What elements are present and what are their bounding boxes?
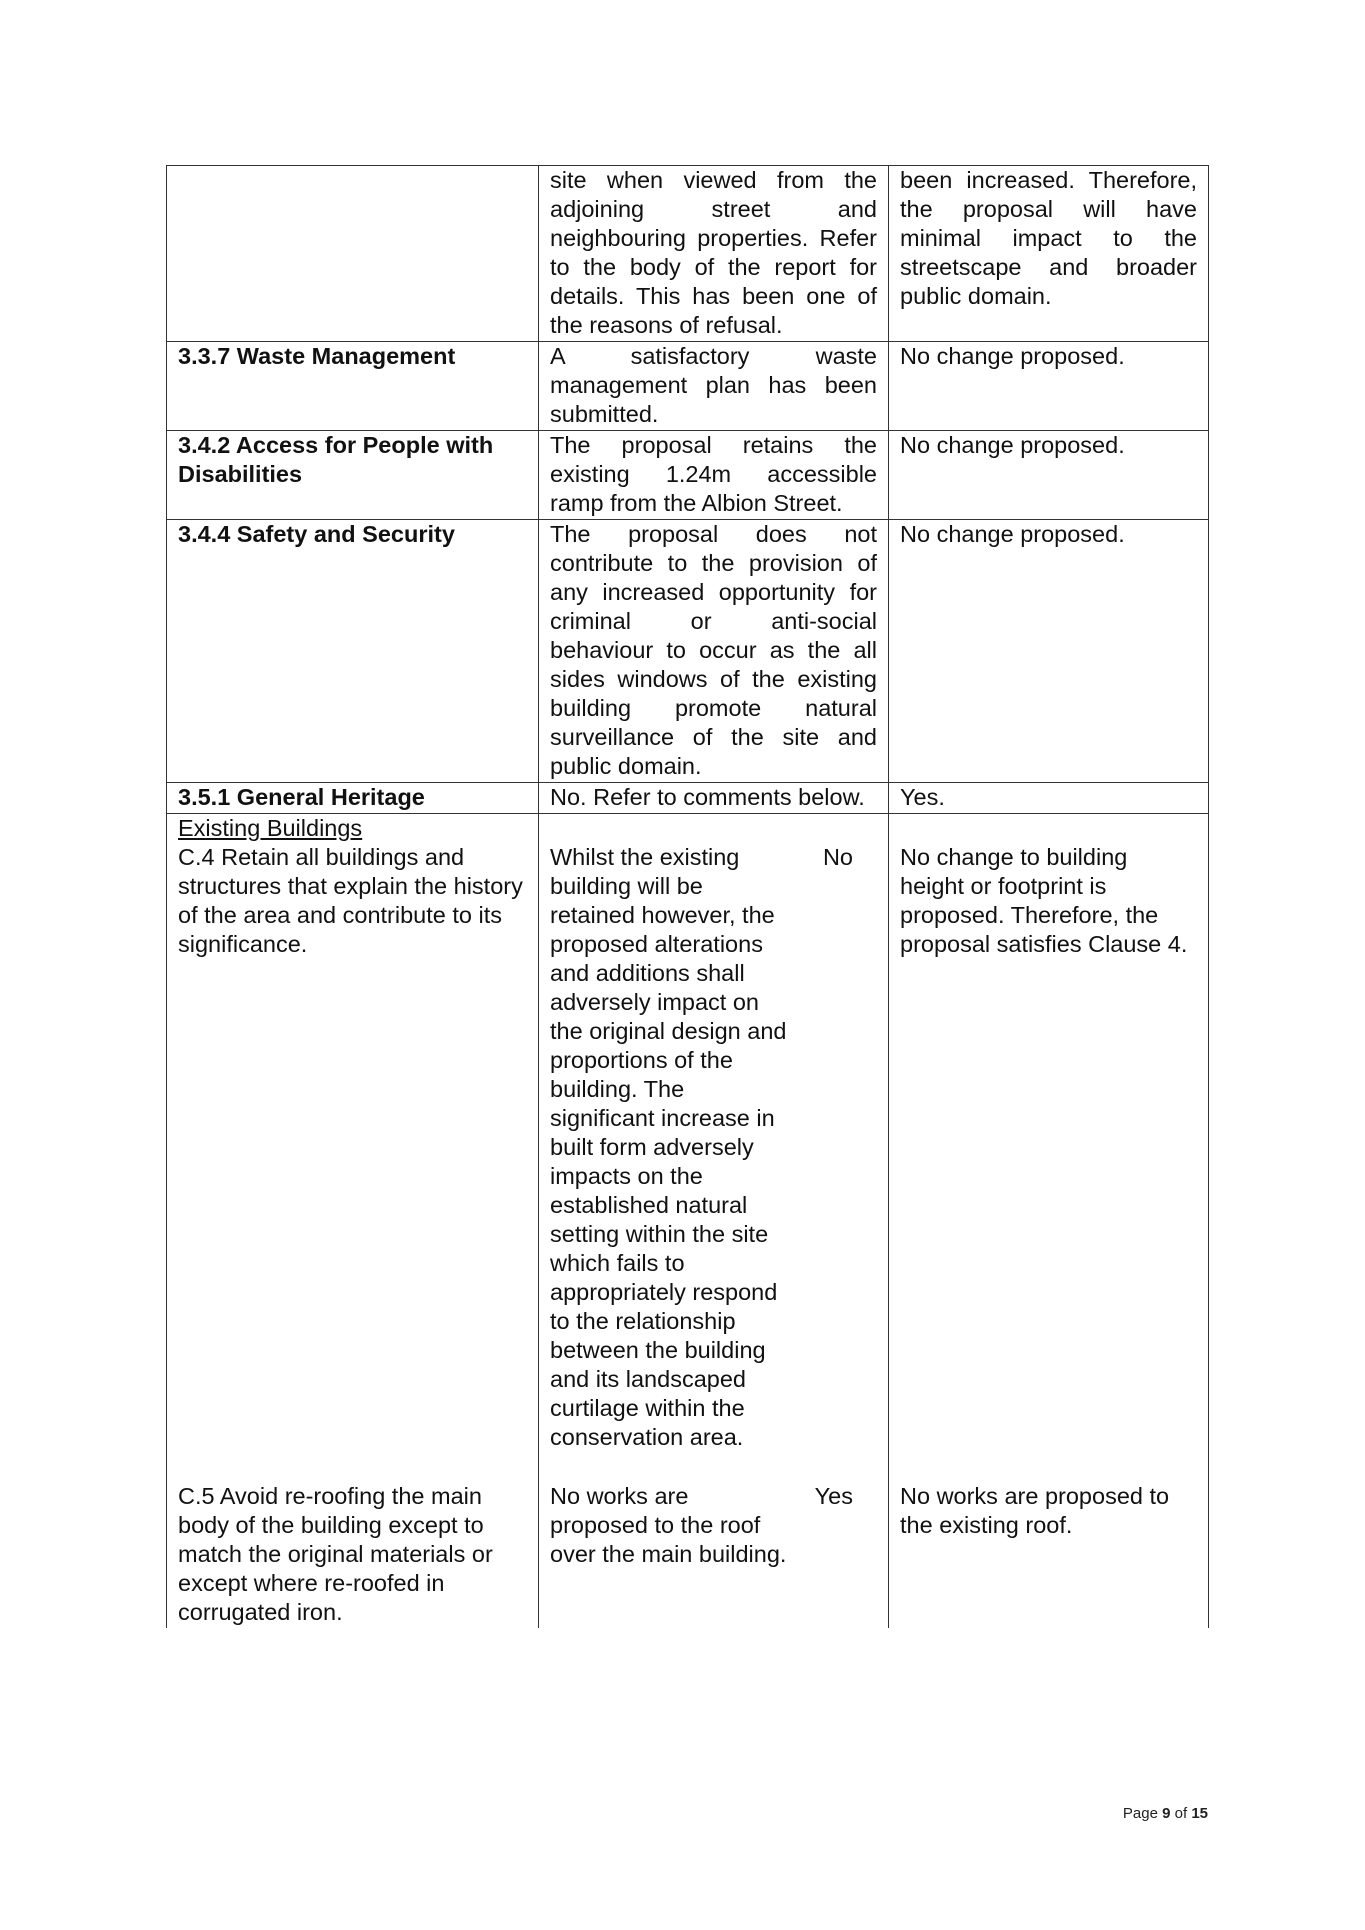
page-of-label: of (1174, 1805, 1188, 1822)
proposal-cell (539, 814, 889, 1454)
control-cell: 3.4.4 Safety and Security (167, 520, 539, 783)
proposal-cell: The proposal does not contribute to the provision of any increased opportunity for criminal or anti-social behaviour to occur as the all sides windows of the existing building promote natural surveillance of the site and public domain. (539, 520, 889, 783)
comment-cell: No change proposed. (889, 342, 1209, 431)
control-text: C.4 Retain all buildings and structures that explain the history of the area and contribute to its significance. (178, 844, 523, 957)
comment-cell: No change proposed. (889, 431, 1209, 520)
control-cell: 3.5.1 General Heritage (167, 783, 539, 814)
proposal-cell (539, 1453, 889, 1628)
control-cell (167, 814, 539, 1454)
compliance-table (166, 165, 1209, 1628)
table-row (167, 783, 1209, 814)
table-row (167, 814, 1209, 1454)
page-number (1123, 1805, 1208, 1822)
proposal-cell: No. Refer to comments below. (539, 783, 889, 814)
comment-cell: No works are proposed to the existing roof. (889, 1453, 1209, 1628)
table-row (167, 166, 1209, 342)
compliance-flag: No (822, 844, 853, 870)
proposal-text: Whilst the existing building will be retained however, the proposed alterations and additions shall adversely impact on the original design and proportions of the building. The significant increase in built form adversely impacts on the established natural setting within the site which fails to appropriately respond to the relationship between the building and its landscaped curtilage within the conservation area. (550, 844, 787, 1450)
comment-cell: No change to building height or footprint is proposed. Therefore, the proposal satisfies Clause 4. (889, 814, 1209, 1454)
proposal-cell: A satisfactory waste management plan has been submitted. (539, 342, 889, 431)
control-cell: 3.3.7 Waste Management (167, 342, 539, 431)
section-subheading: Existing Buildings (178, 815, 363, 841)
comment-cell: No change proposed. (889, 520, 1209, 783)
table-row (167, 520, 1209, 783)
proposal-text: No works are proposed to the roof over the main building. (550, 1483, 787, 1567)
control-cell (167, 166, 539, 342)
table-row (167, 431, 1209, 520)
total-pages: 15 (1191, 1805, 1208, 1822)
comment-cell: Yes. (889, 783, 1209, 814)
table-row (167, 342, 1209, 431)
current-page: 9 (1162, 1805, 1171, 1822)
page-label: Page (1122, 1805, 1158, 1822)
proposal-cell: The proposal retains the existing 1.24m accessible ramp from the Albion Street. (539, 431, 889, 520)
comment-cell: been increased. Therefore, the proposal will have minimal impact to the streetscape and broader public domain. (889, 166, 1209, 342)
control-cell: C.5 Avoid re-roofing the main body of the building except to match the original materials or except where re-roofed in corrugated iron. (167, 1453, 539, 1628)
control-cell: 3.4.2 Access for People with Disabilities (167, 431, 539, 520)
table-row (167, 1453, 1209, 1628)
compliance-flag: Yes (814, 1483, 853, 1509)
proposal-cell: site when viewed from the adjoining street and neighbouring properties. Refer to the body of the report for details. This has been one of the reasons of refusal. (539, 166, 889, 342)
